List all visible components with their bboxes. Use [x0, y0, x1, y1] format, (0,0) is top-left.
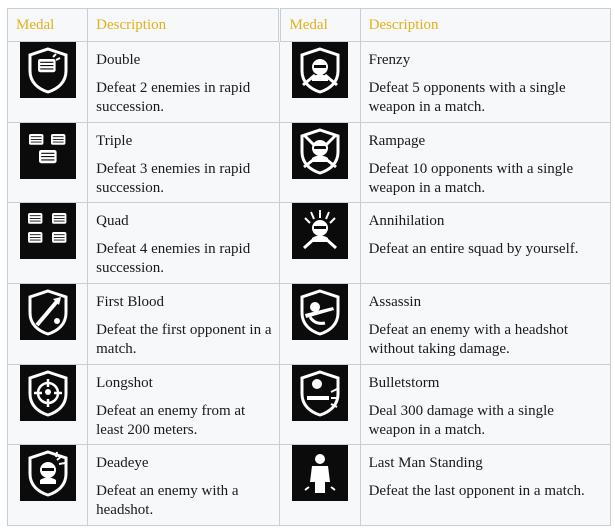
medal-description: Defeat 2 enemies in rapid succession. [96, 80, 251, 115]
header-row [8, 9, 611, 42]
medal-name: First Blood [96, 293, 165, 310]
medal-name: Deadeye [96, 455, 149, 472]
medal-icon-cell [280, 364, 360, 445]
medal-description: Deal 300 damage with a single weapon in a match. [368, 402, 554, 438]
table-row [8, 203, 611, 284]
medal-name: Triple [96, 132, 133, 149]
medal-description-cell [88, 122, 280, 203]
rampage-icon [292, 123, 348, 179]
medal-icon-cell [8, 364, 88, 445]
last-man-standing-icon [292, 445, 348, 501]
medal-description-cell [88, 283, 280, 364]
medal-name: Rampage [368, 132, 426, 149]
medal-icon-cell [280, 283, 360, 364]
table-row [8, 283, 611, 364]
quad-kill-icon [20, 203, 76, 259]
medal-name: Longshot [96, 374, 153, 391]
medal-name: Bulletstorm [368, 374, 440, 391]
medal-description-cell [88, 364, 280, 445]
frenzy-icon [292, 42, 348, 98]
medal-description: Defeat an entire squad by yourself. [368, 241, 579, 258]
medal-description: Defeat 5 opponents with a single weapon in a match. [368, 80, 566, 115]
double-kill-icon [20, 42, 76, 98]
medal-description: Defeat the last opponent in a match. [368, 483, 585, 500]
medal-description: Defeat 3 enemies in rapid succession. [96, 160, 251, 196]
medal-description-cell [360, 445, 610, 526]
medal-icon-cell [8, 42, 88, 123]
medal-description-cell [88, 203, 280, 284]
assassin-icon [292, 284, 348, 340]
medal-name: Assassin [368, 293, 422, 310]
medal-name: Frenzy [368, 52, 411, 68]
table-row [8, 122, 611, 203]
medal-description-cell [88, 445, 280, 526]
medal-name: Annihilation [368, 213, 445, 230]
medal-icon-cell [280, 122, 360, 203]
medal-description-cell [360, 42, 610, 123]
header-medal-right: Medal [280, 9, 360, 42]
medal-icon-cell [8, 122, 88, 203]
medal-description: Defeat 4 enemies in rapid succession. [96, 241, 251, 277]
first-blood-icon [20, 284, 76, 340]
longshot-icon [20, 365, 76, 421]
medal-icon-cell [280, 445, 360, 526]
medal-description: Defeat an enemy with a headshot without taking damage. [368, 321, 569, 357]
header-description-right: Description [360, 9, 610, 42]
medal-icon-cell [280, 42, 360, 123]
medal-name: Quad [96, 213, 129, 230]
medal-name: Last Man Standing [368, 455, 483, 472]
medal-icon-cell [280, 203, 360, 284]
table-row [8, 42, 611, 123]
medal-description: Defeat 10 opponents with a single weapon in a match. [368, 160, 574, 196]
medal-description-cell [360, 122, 610, 203]
deadeye-icon [20, 445, 76, 501]
header-medal-left: Medal [8, 9, 88, 42]
medal-description-cell [360, 203, 610, 284]
annihilation-icon [292, 203, 348, 259]
medal-description-cell [88, 42, 280, 123]
medal-description-cell [360, 364, 610, 445]
triple-kill-icon [20, 123, 76, 179]
header-description-left: Description [88, 9, 280, 42]
medal-icon-cell [8, 445, 88, 526]
medal-icon-cell [8, 283, 88, 364]
table-row [8, 445, 611, 526]
medal-name: Double [96, 52, 141, 68]
medal-description-cell [360, 283, 610, 364]
medal-icon-cell [8, 203, 88, 284]
medals-table [7, 8, 611, 526]
bulletstorm-icon [292, 365, 348, 421]
table-row [8, 364, 611, 445]
medal-description: Defeat an enemy from at least 200 meters. [96, 402, 246, 438]
medal-description: Defeat the first opponent in a match. [96, 321, 272, 357]
medal-description: Defeat an enemy with a headshot. [96, 483, 239, 519]
